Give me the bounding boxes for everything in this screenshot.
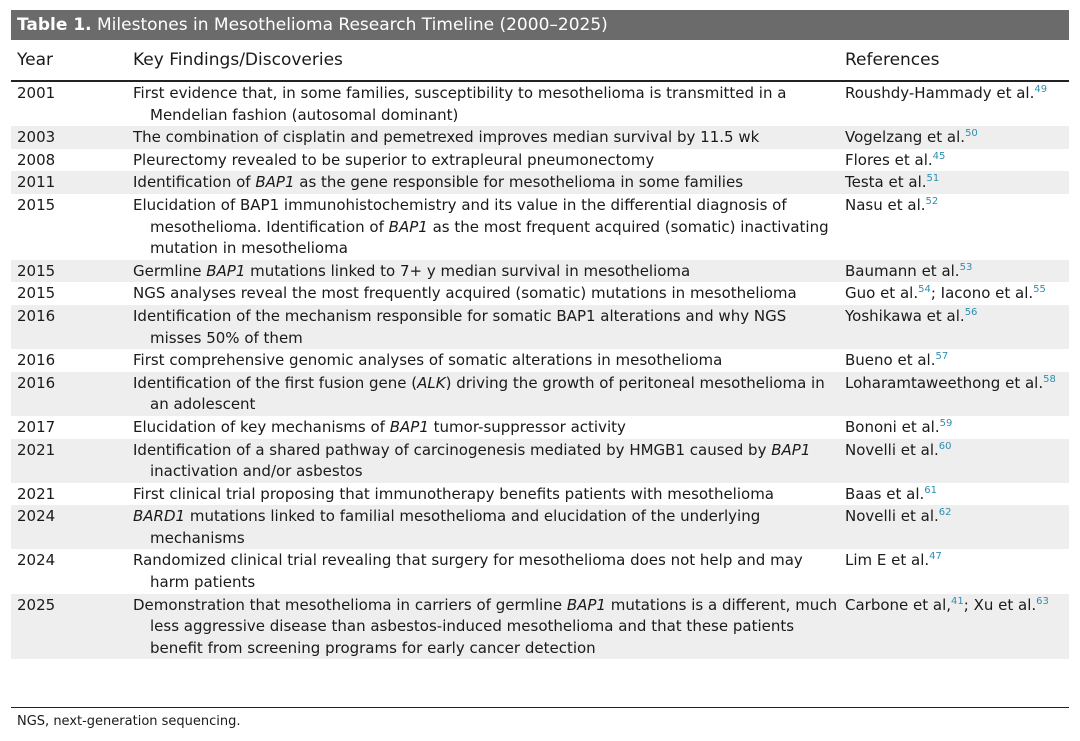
citation-superscript: 62 (938, 507, 952, 519)
year-cell: 2021 (17, 484, 56, 503)
table-row (11, 171, 1069, 194)
citation-superscript: 47 (929, 551, 942, 563)
year-cell: 2016 (11, 372, 127, 416)
finding-cell (127, 171, 839, 194)
table-row (11, 505, 1069, 549)
column-header-findings: Key Findings/Discoveries (127, 40, 839, 81)
finding-text-block (133, 595, 839, 660)
year-cell: 2025 (11, 594, 127, 660)
citation-superscript: 53 (959, 261, 973, 273)
finding-text-block (133, 417, 839, 439)
finding-text: inactivation and/or asbestos (150, 462, 363, 481)
year-cell: 2001 (17, 84, 56, 102)
column-header-references: References (839, 40, 1069, 81)
finding-text-block (133, 350, 839, 372)
finding-text-block (133, 150, 839, 172)
reference-cell (839, 282, 1069, 305)
finding-cell (127, 439, 839, 483)
citation-superscript: 57 (935, 351, 949, 363)
year-cell: 2016 (17, 351, 56, 370)
finding-text: Elucidation of key mechanisms of (133, 417, 390, 436)
reference-text: Novelli et al. (845, 507, 939, 526)
finding-text-block (133, 195, 839, 260)
finding-text: as the most frequent acquired (somatic) inactivating mutation in mesothelioma (150, 217, 829, 258)
header-row (11, 40, 1069, 81)
table-row (11, 282, 1069, 305)
reference-cell (839, 439, 1069, 483)
table-row (11, 594, 1069, 660)
table-row (11, 416, 1069, 439)
reference-cell (839, 126, 1069, 149)
finding-text: Demonstration that mesothelioma in carriers of germline (133, 595, 567, 614)
finding-cell (127, 594, 839, 660)
finding-text: The combination of cisplatin and pemetrexed improves median survival by 11.5 wk (133, 128, 760, 147)
finding-cell (127, 149, 839, 172)
table-footnote: NGS, next-generation sequencing. (17, 714, 241, 729)
table-row (11, 260, 1069, 283)
citation-superscript: 45 (932, 150, 946, 162)
table-row (11, 439, 1069, 483)
finding-text: BAP1 (206, 261, 246, 280)
reference-text: Guo et al. (845, 284, 919, 303)
finding-text-block (133, 172, 839, 194)
finding-cell (127, 260, 839, 283)
year-cell: 2015 (17, 195, 56, 214)
reference-text: Yoshikawa et al. (845, 306, 965, 325)
reference-cell (839, 260, 1069, 283)
finding-cell (127, 483, 839, 506)
citation-superscript: 54 (918, 284, 931, 296)
finding-cell (127, 81, 839, 126)
finding-text: Pleurectomy revealed to be superior to extrapleural pneumonectomy (133, 150, 655, 169)
reference-text: Testa et al. (845, 173, 927, 192)
reference-text: Baas et al. (845, 484, 925, 503)
finding-text-block (133, 127, 839, 149)
finding-cell (127, 372, 839, 416)
reference-text: ; Iacono et al. (930, 284, 1034, 303)
table-title: Milestones in Mesothelioma Research Timeline (2000–2025) (97, 15, 608, 35)
citation-superscript: 58 (1043, 373, 1056, 385)
finding-text: ) driving the growth of peritoneal mesothelioma in an adolescent (150, 373, 825, 414)
table-row (11, 349, 1069, 372)
reference-cell (839, 549, 1069, 593)
reference-cell (839, 149, 1069, 172)
finding-text: as the gene responsible for mesothelioma in some families (294, 173, 744, 192)
finding-text: BARD1 (133, 507, 186, 526)
finding-text: ALK (417, 373, 446, 392)
year-cell: 2024 (17, 551, 56, 570)
table-label: Table 1. (17, 15, 92, 35)
citation-superscript: 55 (1033, 284, 1046, 296)
milestones-table (11, 40, 1069, 659)
citation-superscript: 60 (938, 440, 952, 452)
reference-cell (839, 305, 1069, 349)
finding-cell (127, 349, 839, 372)
finding-text: mutations linked to familial mesothelioma and elucidation of the underlying mechanisms (150, 507, 761, 547)
reference-text: Loharamtaweethong et al. (845, 373, 1044, 392)
year-cell: 2003 (11, 126, 127, 149)
citation-superscript: 51 (926, 173, 940, 185)
reference-cell (839, 594, 1069, 660)
reference-text: ; Xu et al. (963, 595, 1037, 614)
reference-text: Lim E et al. (845, 551, 930, 570)
finding-text: Identification of (133, 173, 256, 192)
table-row (11, 194, 1069, 260)
finding-text: Identification of the mechanism responsible for somatic BAP1 alterations and why NGS misses 50% of them (133, 306, 787, 347)
reference-cell (839, 81, 1069, 126)
finding-text: First evidence that, in some families, susceptibility to mesothelioma is transmitted in a Mendelian fashion (autosomal dominant) (133, 84, 787, 124)
reference-cell (839, 349, 1069, 372)
citation-superscript: 61 (924, 484, 937, 496)
reference-cell (839, 483, 1069, 506)
finding-text-block (133, 306, 839, 349)
table-row (11, 126, 1069, 149)
year-cell: 2008 (17, 150, 56, 169)
year-cell: 2021 (11, 439, 127, 483)
year-cell: 2015 (17, 284, 56, 303)
reference-text: Nasu et al. (845, 195, 926, 214)
finding-text-block (133, 484, 839, 506)
table-title-bar (11, 10, 1069, 40)
finding-text: First clinical trial proposing that immunotherapy benefits patients with mesothelioma (133, 484, 774, 503)
finding-text: BAP1 (255, 173, 295, 192)
finding-text: Elucidation of BAP1 immunohistochemistry and its value in the differential diagnosis of mesothelioma. Identification of (133, 195, 787, 236)
finding-text: First comprehensive genomic analyses of somatic alterations in mesothelioma (133, 351, 723, 370)
finding-text: BAP1 (388, 217, 428, 236)
year-cell: 2011 (11, 171, 127, 194)
finding-text-block (133, 550, 839, 593)
table-row (11, 149, 1069, 172)
year-cell: 2017 (17, 417, 56, 436)
finding-text-block (133, 440, 839, 483)
citation-superscript: 50 (965, 128, 978, 140)
finding-text: BAP1 (771, 440, 811, 459)
finding-text-block (133, 83, 839, 126)
finding-text: mutations is a different, much less aggressive disease than asbestos-induced mesothelioma and that these patients benefit from screening programs for early cancer detection (150, 595, 838, 657)
table-row (11, 549, 1069, 593)
finding-text-block (133, 506, 839, 549)
finding-text: NGS analyses reveal the most frequently acquired (somatic) mutations in mesothelioma (133, 284, 797, 303)
table-row (11, 305, 1069, 349)
reference-text: Vogelzang et al. (845, 128, 966, 147)
reference-text: Carbone et al, (845, 595, 952, 614)
column-header-year: Year (11, 40, 127, 81)
finding-cell (127, 282, 839, 305)
finding-cell (127, 416, 839, 439)
citation-superscript: 52 (925, 195, 939, 207)
citation-superscript: 63 (1036, 595, 1049, 607)
reference-text: Bononi et al. (845, 417, 940, 436)
finding-text: BAP1 (389, 417, 429, 436)
reference-text: Roushdy-Hammady et al. (845, 84, 1035, 102)
finding-text-block (133, 283, 839, 305)
table-row (11, 372, 1069, 416)
reference-cell (839, 372, 1069, 416)
reference-text: Baumann et al. (845, 261, 960, 280)
finding-text: BAP1 (566, 595, 606, 614)
finding-cell (127, 126, 839, 149)
citation-superscript: 56 (964, 306, 978, 318)
citation-superscript: 41 (951, 595, 964, 607)
reference-text: Bueno et al. (845, 351, 936, 370)
table-bottom-rule (11, 707, 1069, 708)
reference-text: Novelli et al. (845, 440, 939, 459)
reference-cell (839, 505, 1069, 549)
finding-cell (127, 305, 839, 349)
finding-text-block (133, 373, 839, 416)
table-body (11, 81, 1069, 659)
table-row (11, 81, 1069, 126)
year-cell: 2024 (11, 505, 127, 549)
finding-cell (127, 194, 839, 260)
citation-superscript: 59 (939, 417, 953, 429)
finding-cell (127, 505, 839, 549)
table-row (11, 483, 1069, 506)
reference-cell (839, 194, 1069, 260)
finding-text: mutations linked to 7+ y median survival in mesothelioma (245, 261, 691, 280)
finding-text: Germline (133, 261, 207, 280)
reference-cell (839, 171, 1069, 194)
finding-text: Identification of the first fusion gene ( (133, 373, 418, 392)
year-cell: 2015 (11, 260, 127, 283)
citation-superscript: 49 (1034, 84, 1048, 95)
finding-text: Randomized clinical trial revealing that surgery for mesothelioma does not help and may harm patients (133, 551, 803, 592)
finding-text-block (133, 261, 839, 283)
reference-cell (839, 416, 1069, 439)
finding-text: tumor-suppressor activity (428, 417, 626, 436)
year-cell: 2016 (11, 305, 127, 349)
reference-text: Flores et al. (845, 150, 933, 169)
finding-text: Identification of a shared pathway of carcinogenesis mediated by HMGB1 caused by (133, 440, 772, 459)
finding-cell (127, 549, 839, 593)
